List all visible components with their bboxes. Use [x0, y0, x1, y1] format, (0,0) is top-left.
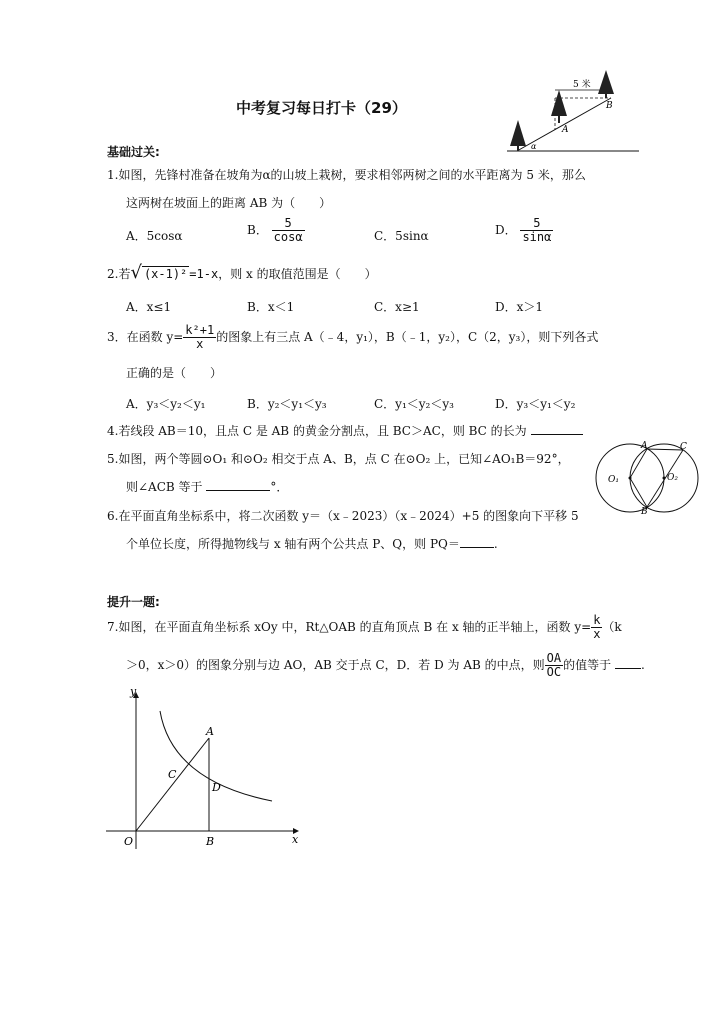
q2-option-b: B．x＜1 — [247, 300, 295, 314]
q4-line — [107, 422, 583, 439]
q1-option-d — [495, 217, 553, 244]
q3-suffix: 的图象上有三点 A（﹣4，y₁），B（﹣1，y₂），C（2，y₃），则下列各式 — [216, 330, 599, 344]
q1-option-b-label: B． — [247, 223, 268, 237]
q1-option-d-label: D． — [495, 223, 517, 237]
q7-line1-suffix: （k — [602, 620, 622, 634]
q6-line2 — [126, 535, 498, 552]
q2-suffix: ，则 x 的取值范围是（ ） — [218, 267, 377, 281]
slope-label-A: A — [562, 125, 569, 135]
q3-option-a: A．y₃＜y₂＜y₁ — [126, 397, 206, 411]
q6-answer-blank — [460, 536, 494, 548]
q5-line1: 5.如图，两个等圆⊙O₁ 和⊙O₂ 相交于点 A、B，点 C 在⊙O₂ 上，已知∠AO₁B＝92°， — [107, 452, 570, 466]
segment-o-a — [136, 738, 209, 831]
slope-label-5m: 5 米 — [573, 80, 591, 90]
q4-text: 4.若线段 AB＝10，且点 C 是 AB 的黄金分割点，且 BC＞AC，则 BC 的长为 — [107, 424, 527, 438]
segment-o1-b — [630, 478, 647, 507]
q7-answer-blank — [615, 657, 641, 669]
q3-option-c: C．y₁＜y₂＜y₃ — [374, 397, 454, 411]
q6-line2-prefix: 个单位长度，所得抛物线与 x 轴有两个公共点 P、Q，则 PQ＝ — [126, 537, 460, 551]
q3-prefix: 3．在函数 y= — [107, 330, 184, 344]
q5-answer-blank — [206, 479, 270, 491]
q1-line1: 1.如图，先锋村准备在坡角为α的山坡上栽树，要求相邻两树之间的水平距离为 5 米，那么 — [107, 168, 586, 182]
tree-icon-left — [510, 120, 526, 151]
q1-line2: 这两树在坡面上的距离 AB 为（ ） — [126, 196, 332, 210]
section-basic-heading: 基础过关: — [107, 145, 160, 159]
circles-label-O1: O₁ — [608, 475, 619, 485]
q6-line1: 6.在平面直角坐标系中，将二次函数 y＝（x﹣2023）（x﹣2024）+5 的图象向下平移 5 — [107, 509, 579, 523]
q3-line2: 正确的是（ ） — [126, 366, 223, 380]
section-advanced-heading: 提升一题: — [107, 595, 160, 609]
coord-label-D: D — [212, 781, 221, 794]
coord-label-B: B — [206, 835, 215, 848]
q3-fraction — [183, 324, 216, 351]
q7-line2-suffix: 的值等于 — [563, 658, 612, 672]
q2-rhs: =1-x — [189, 267, 219, 281]
q7-line1-fraction — [591, 614, 602, 641]
q7-line1 — [107, 614, 622, 641]
q7-line2-prefix: ＞0，x＞0）的图象分别与边 AO，AB 交于点 C，D．若 D 为 AB 的中点，则 — [126, 658, 545, 672]
slope-label-alpha: α — [531, 142, 537, 151]
q2-line — [107, 262, 377, 283]
coord-label-x: x — [292, 833, 299, 846]
circles-label-A: A — [641, 441, 648, 451]
slope-label-B: B — [606, 101, 613, 111]
q2-option-a: A．x≤1 — [126, 300, 172, 314]
q3-fraction-denominator: x — [196, 337, 204, 351]
point-o1 — [629, 477, 632, 480]
q3-fraction-numerator: k²+1 — [185, 323, 215, 337]
q1-option-b-denominator: cosα — [273, 230, 303, 244]
q1-option-d-fraction — [520, 217, 553, 244]
q3-line1 — [107, 324, 598, 351]
q2-prefix: 2.若 — [107, 267, 131, 281]
q7-line2-fraction — [545, 652, 563, 679]
tree-icon-right — [598, 70, 614, 98]
q7-line1-prefix: 7.如图，在平面直角坐标系 xOy 中，Rt△OAB 的直角顶点 B 在 x 轴的正半轴上，函数 y= — [107, 620, 592, 634]
q7-line1-fraction-numerator: k — [593, 613, 601, 627]
segment-o1-a — [630, 449, 647, 478]
q1-option-b-fraction — [272, 217, 305, 244]
circles-figure — [588, 440, 714, 516]
q2-option-d: D．x＞1 — [495, 300, 544, 314]
coord-label-A: A — [206, 725, 214, 738]
q7-line1-fraction-denominator: x — [593, 627, 601, 641]
q1-option-b-numerator: 5 — [272, 217, 305, 231]
point-o2 — [663, 477, 666, 480]
q1-option-c: C．5sinα — [374, 229, 429, 243]
circles-label-C: C — [680, 442, 687, 452]
q2-option-c: C．x≥1 — [374, 300, 420, 314]
q7-line2-end: . — [640, 658, 645, 672]
q5-line2-suffix: °． — [270, 480, 289, 494]
q2-radicand: (x-1)² — [143, 267, 188, 281]
coord-label-y: y — [130, 685, 137, 698]
q5-line2 — [126, 478, 288, 495]
coord-label-C: C — [168, 768, 177, 781]
q7-line2 — [126, 652, 645, 679]
tree-icon-middle — [551, 90, 567, 123]
q1-option-a: A．5cosα — [126, 229, 183, 243]
circles-label-B: B — [641, 507, 648, 516]
q1-option-d-numerator: 5 — [520, 217, 553, 231]
q3-option-d: D．y₃＜y₁＜y₂ — [495, 397, 576, 411]
q7-line2-fraction-denominator: OC — [546, 665, 562, 679]
page-title: 中考复习每日打卡（29） — [236, 99, 407, 117]
q1-option-d-denominator: sinα — [522, 230, 552, 244]
radical-sign-icon: √ — [130, 262, 142, 283]
segment-a-c — [647, 449, 683, 450]
coordinate-figure — [102, 683, 312, 851]
circles-label-O2: O₂ — [667, 473, 678, 483]
q7-line2-fraction-numerator: OA — [546, 651, 562, 665]
slope-figure — [505, 68, 641, 154]
coord-label-O: O — [124, 835, 134, 848]
q1-option-b — [247, 217, 305, 244]
q5-line2-prefix: 则∠ACB 等于 — [126, 480, 203, 494]
q3-option-b: B．y₂＜y₁＜y₃ — [247, 397, 327, 411]
q4-answer-blank — [531, 423, 583, 435]
q6-line2-suffix: . — [493, 537, 498, 551]
